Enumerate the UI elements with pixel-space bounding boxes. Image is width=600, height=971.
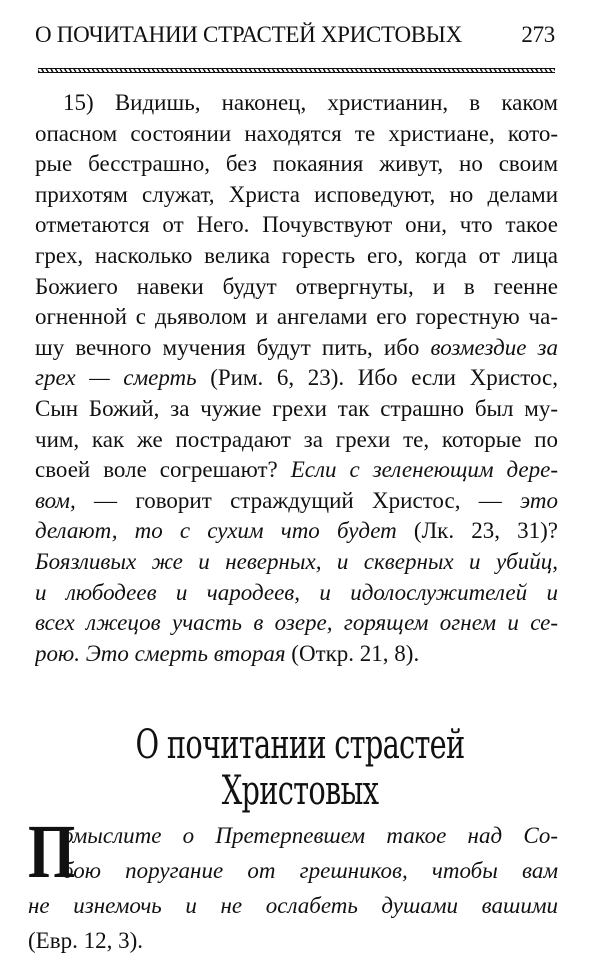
text-run: своей воле согрешают? <box>35 457 291 483</box>
text-line <box>35 302 558 333</box>
text-line <box>35 333 558 364</box>
italic-quote: бою поругание от грешников, чтобы вам <box>62 858 558 883</box>
text-line <box>35 180 558 211</box>
text-line <box>28 818 558 853</box>
text-line <box>28 888 558 923</box>
text-line <box>35 149 558 180</box>
text-run: (Рим. 6, 23). Ибо если Христос, <box>196 365 558 391</box>
italic-quote: не изнемочь и не ослабеть душами вашими <box>28 893 558 918</box>
text-line <box>28 853 558 888</box>
italic-quote: и любодеев и чародеев, и идолослужителей и <box>35 579 558 605</box>
running-title: О ПОЧИТАНИИ СТРАСТЕЙ ХРИСТОВЫХ <box>35 22 462 47</box>
text-line <box>35 608 558 639</box>
text-run: рые бесстрашно, без покаяния живут, но своим <box>35 151 558 177</box>
text-run: опасном состоянии находятся те христиане, кото- <box>35 120 558 146</box>
ornamental-rule <box>38 68 555 73</box>
text-run: шу вечного мучения будут пить, ибо <box>35 334 431 360</box>
epigraph <box>28 810 558 958</box>
text-line <box>35 516 558 547</box>
text-line <box>35 394 558 425</box>
text-line <box>35 547 558 578</box>
text-line <box>35 88 558 119</box>
section-title <box>84 722 516 814</box>
text-line <box>35 210 558 241</box>
text-run: 15) Видишь, наконец, христианин, в каком <box>63 90 558 115</box>
italic-quote: возмездие за <box>430 334 558 360</box>
text-line <box>35 119 558 150</box>
text-run: (Откр. 21, 8). <box>285 640 420 666</box>
text-run: прихотям служат, Христа исповедуют, но делами <box>35 181 558 207</box>
text-line <box>35 272 558 303</box>
section-title-line: О почитании страстей <box>135 722 465 768</box>
text-line <box>35 486 558 517</box>
text-line <box>35 241 558 272</box>
text-run: чим, как же пострадают за грехи те, которые по <box>35 426 558 452</box>
section-title-line: Христовых <box>221 768 379 814</box>
body-text <box>35 88 558 669</box>
italic-quote: вом, <box>35 487 76 513</box>
text-line <box>35 455 558 486</box>
italic-quote: это <box>520 487 558 513</box>
italic-quote: Если с зеленеющим дере- <box>290 457 558 483</box>
italic-quote: рою. Это смерть вторая <box>35 640 286 666</box>
text-run: (Евр. 12, 3). <box>28 928 143 953</box>
text-run: Божиего навеки будут отвергнуты, и в геенне <box>35 273 558 299</box>
running-header <box>35 22 555 52</box>
text-line <box>35 578 558 609</box>
drop-cap: П <box>28 810 76 894</box>
page-number: 273 <box>521 22 555 47</box>
text-line <box>35 363 558 394</box>
italic-quote: омыслите о Претерпевшем такое над Со- <box>62 823 558 848</box>
text-run: огненной с дьяволом и ангелами его горестную ча- <box>35 304 558 330</box>
text-run: Сын Божий, за чужие грехи так страшно был му- <box>35 395 558 421</box>
text-run: (Лк. 23, 31)? <box>396 518 558 544</box>
italic-quote: делают, то с сухим что будет <box>35 518 397 544</box>
italic-quote: Боязливых же и неверных, и скверных и убийц, <box>35 548 558 574</box>
italic-quote: грех — смерть <box>35 365 197 391</box>
text-line <box>35 639 558 670</box>
text-run: — говорит страждущий Христос, — <box>75 487 521 513</box>
text-run: отметаются от Него. Почувствуют они, что такое <box>35 212 558 238</box>
text-run: грех, насколько велика горесть его, когда от лица <box>35 242 558 268</box>
text-line <box>35 425 558 456</box>
text-line <box>28 923 558 958</box>
italic-quote: всех лжецов участь в озере, горящем огнем и се- <box>35 610 558 636</box>
